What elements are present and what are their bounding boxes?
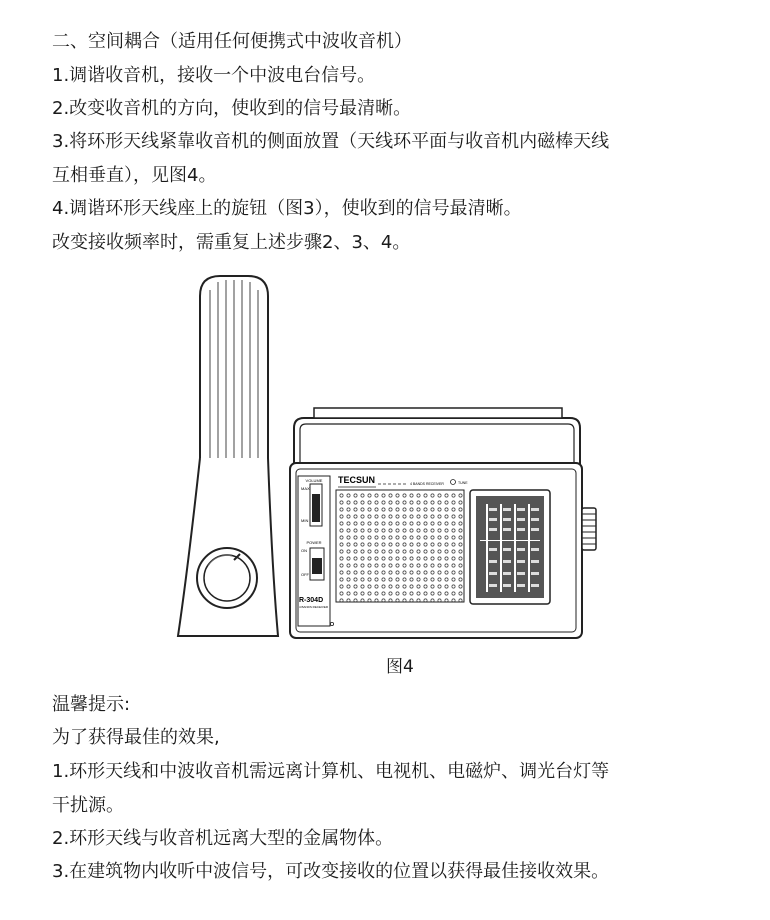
tip-line-3: 3.在建筑物内收听中波信号，可改变接收的位置以获得最佳接收效果。 bbox=[52, 861, 610, 882]
loop-antenna bbox=[178, 276, 278, 636]
speaker-grille bbox=[336, 490, 464, 602]
max-label: MAX bbox=[301, 486, 310, 491]
tip-line-1: 1.环形天线和中波收音机需远离计算机、电视机、电磁炉、调光台灯等 bbox=[52, 761, 610, 782]
model-label: R-304D bbox=[299, 597, 324, 604]
power-label: POWER bbox=[306, 540, 322, 545]
step-note: 改变接收频率时，需重复上述步骤2、3、4。 bbox=[52, 232, 411, 253]
tip-line-1-cont: 干扰源。 bbox=[52, 795, 124, 816]
off-label: OFF bbox=[301, 572, 309, 577]
step-line-4: 4.调谐环形天线座上的旋钮（图3），使收到的信号最清晰。 bbox=[52, 198, 522, 219]
figure-4-illustration bbox=[170, 268, 610, 648]
section-title: 二、空间耦合（适用任何便携式中波收音机） bbox=[52, 31, 412, 52]
tip-line-2: 2.环形天线与收音机远离大型的金属物体。 bbox=[52, 828, 394, 849]
radio-receiver bbox=[290, 408, 596, 638]
min-label: MIN bbox=[301, 518, 309, 523]
step-line-2: 2.改变收音机的方向，使收到的信号最清晰。 bbox=[52, 98, 412, 119]
tune-label: TUNE bbox=[458, 481, 468, 485]
tips-intro: 为了获得最佳的效果, bbox=[52, 727, 220, 748]
tips-heading: 温馨提示: bbox=[52, 694, 131, 715]
step-line-3: 3.将环形天线紧靠收音机的侧面放置（天线环平面与收音机内磁棒天线 bbox=[52, 131, 610, 152]
figure-caption: 图4 bbox=[386, 657, 414, 677]
bands-label: 4 BANDS RECEIVER bbox=[410, 482, 444, 486]
step-line-1: 1.调谐收音机，接收一个中波电台信号。 bbox=[52, 65, 376, 86]
volume-label: VOLUME bbox=[305, 478, 323, 483]
brand-label: TECSUN bbox=[338, 475, 376, 485]
model-sub-label: 4 BANDS RECEIVER bbox=[299, 605, 329, 609]
step-line-3-cont: 互相垂直），见图4。 bbox=[52, 165, 217, 186]
on-label: ON bbox=[301, 548, 307, 553]
